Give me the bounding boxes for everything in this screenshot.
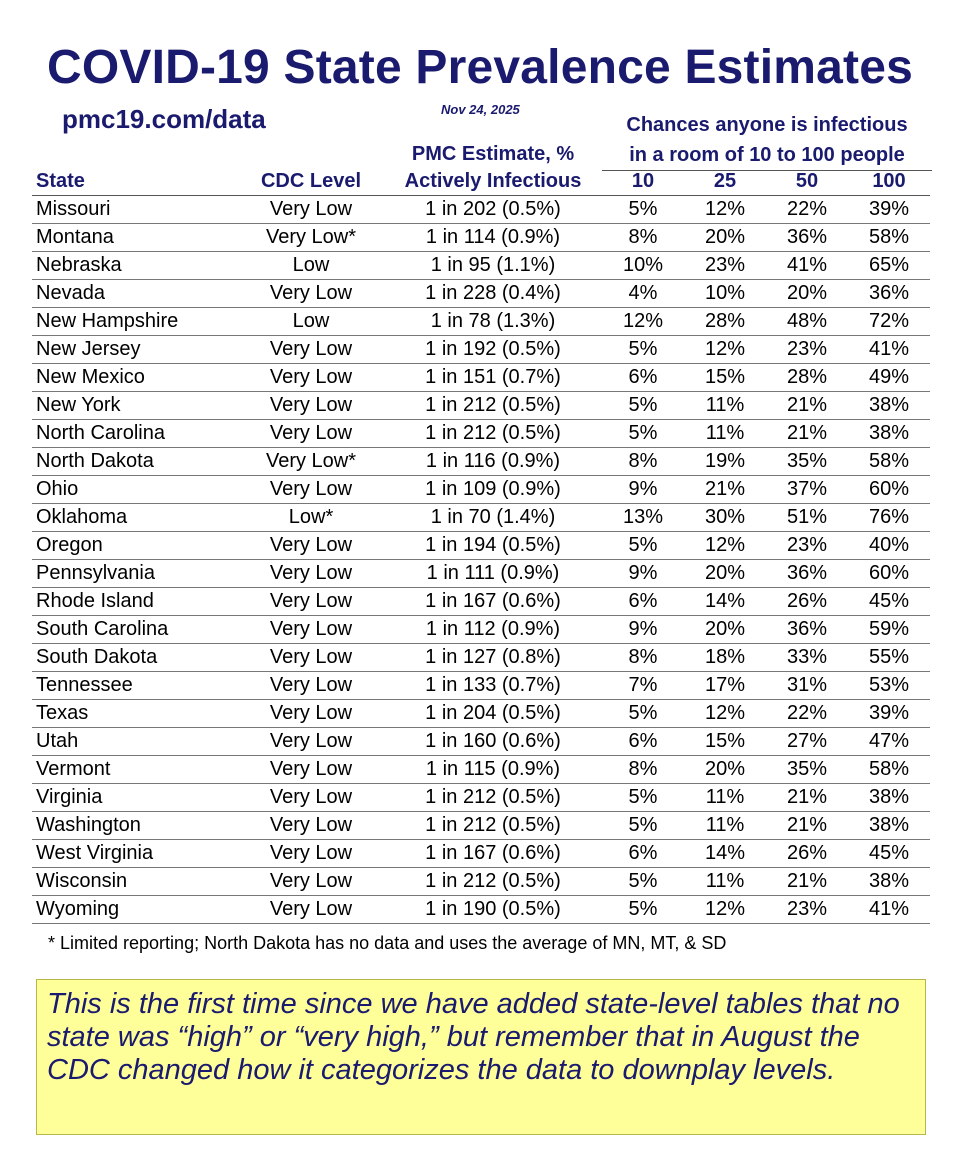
cell-chance-50: 21% xyxy=(766,812,848,840)
cell-chance-10: 8% xyxy=(602,448,684,476)
cell-cdc-level: Very Low xyxy=(238,196,384,224)
table-row xyxy=(32,532,930,560)
cell-chance-25: 20% xyxy=(684,756,766,784)
cell-chance-25: 18% xyxy=(684,644,766,672)
cell-chance-25: 14% xyxy=(684,588,766,616)
cell-pmc-estimate: 1 in 111 (0.9%) xyxy=(384,560,602,588)
cell-cdc-level: Very Low* xyxy=(238,448,384,476)
cell-cdc-level: Very Low xyxy=(238,532,384,560)
cell-chance-10: 5% xyxy=(602,336,684,364)
page-title: COVID-19 State Prevalence Estimates xyxy=(46,41,914,94)
cell-chance-50: 35% xyxy=(766,448,848,476)
table-row xyxy=(32,476,930,504)
cell-pmc-estimate: 1 in 190 (0.5%) xyxy=(384,896,602,924)
cell-chance-50: 48% xyxy=(766,308,848,336)
table-row xyxy=(32,280,930,308)
cell-state: North Dakota xyxy=(32,448,238,476)
cell-chance-25: 14% xyxy=(684,840,766,868)
cell-chance-50: 28% xyxy=(766,364,848,392)
cell-chance-25: 11% xyxy=(684,392,766,420)
cell-chance-10: 8% xyxy=(602,224,684,252)
cell-cdc-level: Very Low xyxy=(238,700,384,728)
cell-chance-100: 53% xyxy=(848,672,930,700)
cell-cdc-level: Very Low xyxy=(238,476,384,504)
cell-state: Washington xyxy=(32,812,238,840)
cell-chance-100: 55% xyxy=(848,644,930,672)
cell-chance-25: 11% xyxy=(684,868,766,896)
cell-chance-25: 12% xyxy=(684,336,766,364)
cell-chance-100: 58% xyxy=(848,756,930,784)
cell-chance-50: 22% xyxy=(766,700,848,728)
cell-cdc-level: Very Low xyxy=(238,756,384,784)
cell-state: Texas xyxy=(32,700,238,728)
table-row xyxy=(32,196,930,224)
cell-chance-10: 5% xyxy=(602,784,684,812)
cell-chance-100: 39% xyxy=(848,196,930,224)
cell-chance-100: 38% xyxy=(848,420,930,448)
cell-pmc-estimate: 1 in 194 (0.5%) xyxy=(384,532,602,560)
cell-state: New York xyxy=(32,392,238,420)
table-row xyxy=(32,840,930,868)
table-row xyxy=(32,252,930,280)
cell-cdc-level: Low xyxy=(238,308,384,336)
cell-state: Utah xyxy=(32,728,238,756)
cell-chance-100: 58% xyxy=(848,224,930,252)
cell-pmc-estimate: 1 in 116 (0.9%) xyxy=(384,448,602,476)
cell-chance-50: 26% xyxy=(766,840,848,868)
cell-chance-100: 41% xyxy=(848,896,930,924)
chances-header-line1: Chances anyone is infectious xyxy=(626,114,908,136)
cell-chance-25: 20% xyxy=(684,560,766,588)
cell-chance-100: 38% xyxy=(848,784,930,812)
cell-chance-25: 21% xyxy=(684,476,766,504)
cell-chance-50: 21% xyxy=(766,420,848,448)
cell-state: Pennsylvania xyxy=(32,560,238,588)
cell-chance-50: 21% xyxy=(766,392,848,420)
cell-chance-10: 5% xyxy=(602,420,684,448)
cell-pmc-estimate: 1 in 212 (0.5%) xyxy=(384,784,602,812)
note-box: This is the first time since we have added state-level tables that no state was “high” or “very high,” but remember that in August the CDC changed how it categorizes the data to downplay levels. xyxy=(36,979,926,1135)
cell-chance-50: 36% xyxy=(766,616,848,644)
cell-pmc-estimate: 1 in 151 (0.7%) xyxy=(384,364,602,392)
cell-cdc-level: Very Low xyxy=(238,784,384,812)
cell-chance-10: 5% xyxy=(602,896,684,924)
table-row xyxy=(32,420,930,448)
cell-state: Wisconsin xyxy=(32,868,238,896)
table-row xyxy=(32,700,930,728)
cell-pmc-estimate: 1 in 160 (0.6%) xyxy=(384,728,602,756)
cell-pmc-estimate: 1 in 212 (0.5%) xyxy=(384,420,602,448)
cell-chance-50: 20% xyxy=(766,280,848,308)
cell-state: South Carolina xyxy=(32,616,238,644)
cell-cdc-level: Very Low xyxy=(238,280,384,308)
cell-chance-10: 7% xyxy=(602,672,684,700)
cell-pmc-estimate: 1 in 167 (0.6%) xyxy=(384,840,602,868)
cell-pmc-estimate: 1 in 204 (0.5%) xyxy=(384,700,602,728)
cell-cdc-level: Very Low xyxy=(238,840,384,868)
table-row xyxy=(32,560,930,588)
cell-state: Wyoming xyxy=(32,896,238,924)
cell-pmc-estimate: 1 in 95 (1.1%) xyxy=(384,252,602,280)
cell-chance-100: 41% xyxy=(848,336,930,364)
cell-chance-10: 8% xyxy=(602,644,684,672)
cell-chance-25: 23% xyxy=(684,252,766,280)
cell-chance-10: 9% xyxy=(602,560,684,588)
cell-state: Virginia xyxy=(32,784,238,812)
cell-state: Nevada xyxy=(32,280,238,308)
cell-chance-50: 21% xyxy=(766,868,848,896)
table-row xyxy=(32,392,930,420)
cell-chance-25: 17% xyxy=(684,672,766,700)
cell-cdc-level: Very Low xyxy=(238,644,384,672)
cell-cdc-level: Very Low xyxy=(238,588,384,616)
cell-pmc-estimate: 1 in 212 (0.5%) xyxy=(384,868,602,896)
table-row xyxy=(32,588,930,616)
cell-state: Vermont xyxy=(32,756,238,784)
cell-pmc-estimate: 1 in 114 (0.9%) xyxy=(384,224,602,252)
cell-chance-10: 6% xyxy=(602,728,684,756)
chances-header-line2: in a room of 10 to 100 people xyxy=(602,140,932,171)
cell-chance-50: 36% xyxy=(766,224,848,252)
table-row xyxy=(32,336,930,364)
cell-chance-100: 38% xyxy=(848,392,930,420)
cell-chance-10: 5% xyxy=(602,196,684,224)
cell-chance-10: 6% xyxy=(602,588,684,616)
cell-chance-25: 12% xyxy=(684,896,766,924)
footnote: * Limited reporting; North Dakota has no data and uses the average of MN, MT, & SD xyxy=(48,933,727,953)
cell-chance-50: 21% xyxy=(766,784,848,812)
cell-state: South Dakota xyxy=(32,644,238,672)
cell-chance-50: 33% xyxy=(766,644,848,672)
cell-chance-100: 59% xyxy=(848,616,930,644)
cell-chance-25: 11% xyxy=(684,420,766,448)
cell-state: New Mexico xyxy=(32,364,238,392)
table-row xyxy=(32,784,930,812)
cell-chance-10: 8% xyxy=(602,756,684,784)
cell-chance-25: 11% xyxy=(684,812,766,840)
cell-chance-100: 45% xyxy=(848,588,930,616)
cell-chance-50: 51% xyxy=(766,504,848,532)
cell-pmc-estimate: 1 in 202 (0.5%) xyxy=(384,196,602,224)
pmc-header-line2: Actively Infectious xyxy=(404,170,582,192)
table-row xyxy=(32,868,930,896)
cell-state: New Jersey xyxy=(32,336,238,364)
table-row xyxy=(32,364,930,392)
cell-pmc-estimate: 1 in 112 (0.9%) xyxy=(384,616,602,644)
cell-chance-10: 5% xyxy=(602,392,684,420)
cell-chance-10: 5% xyxy=(602,812,684,840)
cell-state: West Virginia xyxy=(32,840,238,868)
cell-chance-25: 19% xyxy=(684,448,766,476)
cell-chance-50: 27% xyxy=(766,728,848,756)
cell-chance-10: 4% xyxy=(602,280,684,308)
cell-chance-100: 36% xyxy=(848,280,930,308)
cell-cdc-level: Very Low xyxy=(238,896,384,924)
cell-cdc-level: Very Low xyxy=(238,616,384,644)
cell-chance-25: 12% xyxy=(684,700,766,728)
cell-chance-25: 10% xyxy=(684,280,766,308)
cell-pmc-estimate: 1 in 192 (0.5%) xyxy=(384,336,602,364)
cell-chance-50: 36% xyxy=(766,560,848,588)
cell-chance-25: 30% xyxy=(684,504,766,532)
table-row xyxy=(32,672,930,700)
cell-chance-100: 76% xyxy=(848,504,930,532)
column-header-100: 100 xyxy=(848,167,930,196)
cell-chance-10: 6% xyxy=(602,364,684,392)
cell-chance-10: 10% xyxy=(602,252,684,280)
cell-chance-100: 60% xyxy=(848,476,930,504)
chances-header xyxy=(602,110,932,171)
cell-chance-100: 38% xyxy=(848,812,930,840)
cell-state: New Hampshire xyxy=(32,308,238,336)
cell-pmc-estimate: 1 in 167 (0.6%) xyxy=(384,588,602,616)
cell-chance-25: 28% xyxy=(684,308,766,336)
cell-pmc-estimate: 1 in 133 (0.7%) xyxy=(384,672,602,700)
cell-chance-25: 12% xyxy=(684,532,766,560)
table-header-row xyxy=(32,167,930,196)
table-row xyxy=(32,448,930,476)
cell-chance-25: 15% xyxy=(684,728,766,756)
cell-cdc-level: Very Low xyxy=(238,560,384,588)
cell-state: Missouri xyxy=(32,196,238,224)
table-row xyxy=(32,812,930,840)
cell-chance-100: 58% xyxy=(848,448,930,476)
cell-state: Rhode Island xyxy=(32,588,238,616)
table-row xyxy=(32,616,930,644)
table-row xyxy=(32,728,930,756)
cell-cdc-level: Low* xyxy=(238,504,384,532)
cell-chance-50: 22% xyxy=(766,196,848,224)
cell-cdc-level: Very Low xyxy=(238,392,384,420)
cell-pmc-estimate: 1 in 115 (0.9%) xyxy=(384,756,602,784)
cell-chance-100: 38% xyxy=(848,868,930,896)
cell-state: Tennessee xyxy=(32,672,238,700)
cell-chance-25: 15% xyxy=(684,364,766,392)
cell-chance-100: 40% xyxy=(848,532,930,560)
column-header-10: 10 xyxy=(602,167,684,196)
cell-chance-50: 23% xyxy=(766,532,848,560)
cell-chance-10: 5% xyxy=(602,700,684,728)
cell-cdc-level: Very Low xyxy=(238,420,384,448)
cell-cdc-level: Very Low xyxy=(238,868,384,896)
cell-state: North Carolina xyxy=(32,420,238,448)
cell-chance-50: 23% xyxy=(766,336,848,364)
cell-chance-100: 65% xyxy=(848,252,930,280)
cell-state: Ohio xyxy=(32,476,238,504)
cell-chance-100: 47% xyxy=(848,728,930,756)
cell-cdc-level: Low xyxy=(238,252,384,280)
cell-chance-50: 41% xyxy=(766,252,848,280)
table-row xyxy=(32,504,930,532)
site-url: pmc19.com/data xyxy=(62,104,266,134)
cell-chance-100: 60% xyxy=(848,560,930,588)
cell-chance-50: 31% xyxy=(766,672,848,700)
cell-chance-50: 23% xyxy=(766,896,848,924)
cell-cdc-level: Very Low xyxy=(238,812,384,840)
cell-pmc-estimate: 1 in 70 (1.4%) xyxy=(384,504,602,532)
cell-chance-10: 9% xyxy=(602,476,684,504)
report-date: Nov 24, 2025 xyxy=(441,102,520,117)
table-row xyxy=(32,644,930,672)
table-row xyxy=(32,308,930,336)
cell-cdc-level: Very Low xyxy=(238,672,384,700)
cell-chance-50: 35% xyxy=(766,756,848,784)
cell-state: Montana xyxy=(32,224,238,252)
cell-chance-10: 5% xyxy=(602,532,684,560)
cell-chance-10: 6% xyxy=(602,840,684,868)
table-row xyxy=(32,756,930,784)
cell-chance-100: 49% xyxy=(848,364,930,392)
column-header-state: State xyxy=(32,167,238,196)
cell-pmc-estimate: 1 in 212 (0.5%) xyxy=(384,812,602,840)
cell-chance-100: 39% xyxy=(848,700,930,728)
column-header-pmc-estimate: PMC Estimate, % Actively Infectious xyxy=(384,167,602,196)
cell-state: Oklahoma xyxy=(32,504,238,532)
cell-chance-10: 13% xyxy=(602,504,684,532)
cell-pmc-estimate: 1 in 109 (0.9%) xyxy=(384,476,602,504)
cell-cdc-level: Very Low xyxy=(238,336,384,364)
cell-chance-25: 12% xyxy=(684,196,766,224)
cell-pmc-estimate: 1 in 212 (0.5%) xyxy=(384,392,602,420)
column-header-cdc-level: CDC Level xyxy=(238,167,384,196)
cell-chance-100: 45% xyxy=(848,840,930,868)
cell-chance-100: 72% xyxy=(848,308,930,336)
cell-state: Oregon xyxy=(32,532,238,560)
cell-state: Nebraska xyxy=(32,252,238,280)
table-row xyxy=(32,896,930,924)
cell-chance-10: 12% xyxy=(602,308,684,336)
cell-pmc-estimate: 1 in 78 (1.3%) xyxy=(384,308,602,336)
cell-chance-10: 5% xyxy=(602,868,684,896)
table-row xyxy=(32,224,930,252)
cell-chance-25: 20% xyxy=(684,224,766,252)
column-header-50: 50 xyxy=(766,167,848,196)
cell-pmc-estimate: 1 in 228 (0.4%) xyxy=(384,280,602,308)
cell-chance-10: 9% xyxy=(602,616,684,644)
cell-chance-25: 11% xyxy=(684,784,766,812)
cell-cdc-level: Very Low xyxy=(238,728,384,756)
cell-pmc-estimate: 1 in 127 (0.8%) xyxy=(384,644,602,672)
cell-chance-25: 20% xyxy=(684,616,766,644)
cell-chance-50: 26% xyxy=(766,588,848,616)
cell-chance-50: 37% xyxy=(766,476,848,504)
cell-cdc-level: Very Low* xyxy=(238,224,384,252)
cell-cdc-level: Very Low xyxy=(238,364,384,392)
column-header-25: 25 xyxy=(684,167,766,196)
